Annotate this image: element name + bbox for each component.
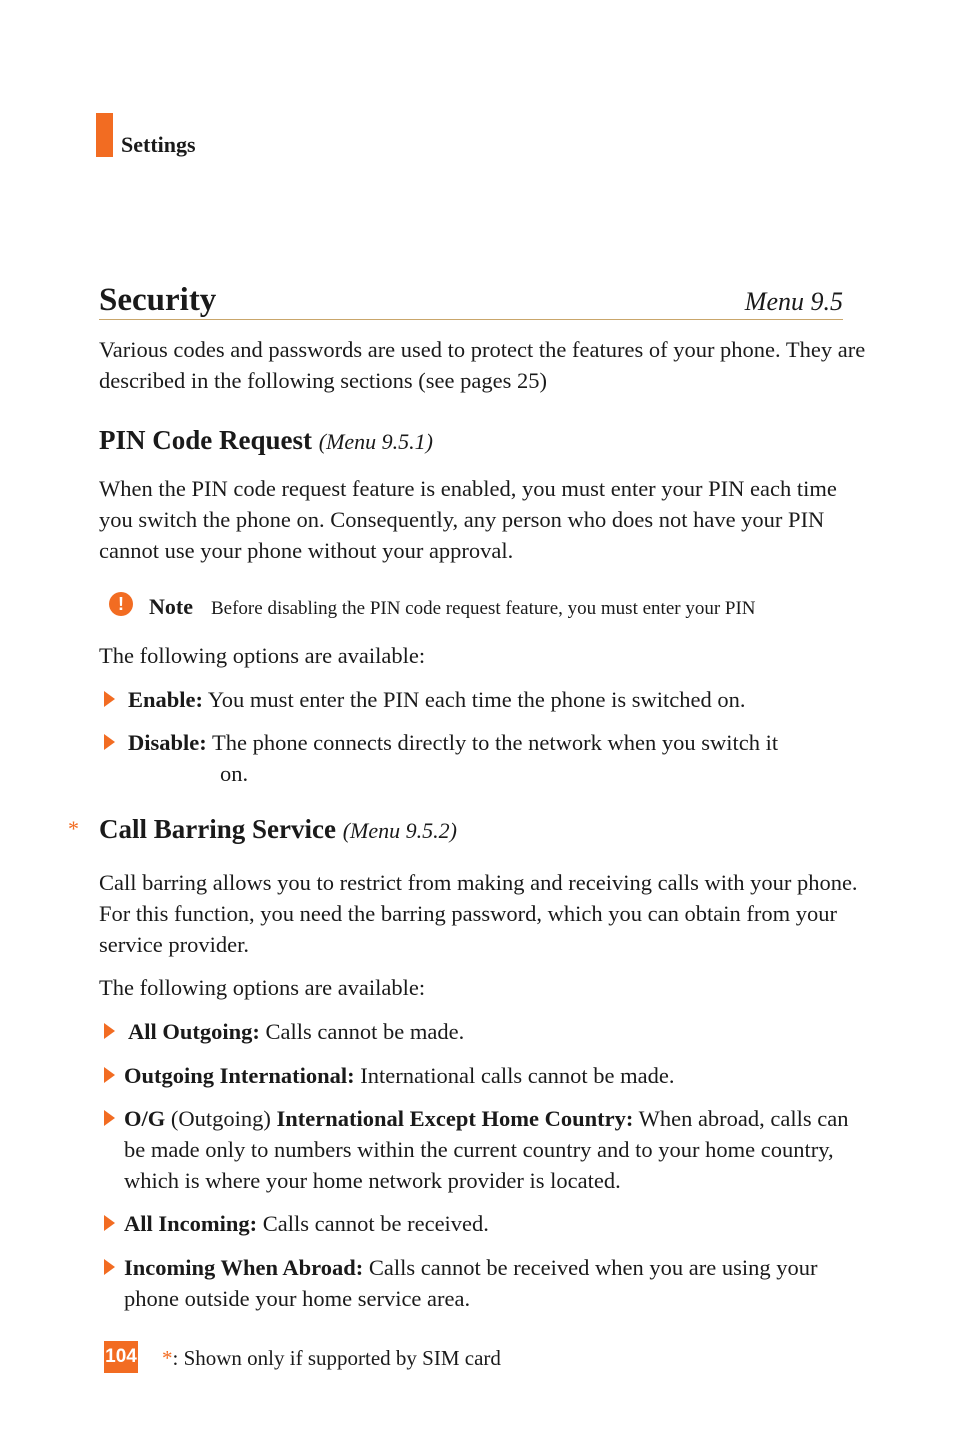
arrow-bullet-icon — [104, 734, 115, 750]
footnote-text: : Shown only if supported by SIM card — [172, 1346, 501, 1370]
arrow-bullet-icon — [104, 1259, 115, 1275]
option-text: The phone connects directly to the network when you switch it — [211, 730, 779, 755]
section-marker — [96, 113, 113, 157]
option-text: Calls cannot be received. — [262, 1211, 489, 1236]
barring-options-intro: The following options are available: — [99, 975, 426, 1000]
option-label: Disable: — [128, 730, 207, 755]
intro-paragraph: Various codes and passwords are used to protect the features of your phone. They are described in the following sections (see pages 25) — [99, 337, 866, 393]
footnote — [162, 1344, 501, 1372]
arrow-bullet-icon — [104, 1110, 115, 1126]
pin-options-intro: The following options are available: — [99, 643, 426, 668]
option-qualifier: (Outgoing) — [170, 1106, 271, 1131]
list-item — [124, 1252, 854, 1314]
option-label: Outgoing International: — [124, 1063, 355, 1088]
note-text: Before disabling the PIN code request feature, you must enter your PIN — [211, 598, 756, 619]
arrow-bullet-icon — [104, 1215, 115, 1231]
title-divider — [99, 319, 843, 320]
option-text: When abroad, calls can be made only to numbers within the current country and to your home country, which is where your home network provider is located. — [124, 1106, 849, 1193]
list-item — [128, 727, 778, 758]
list-item — [124, 1208, 489, 1239]
option-label: All Incoming: — [124, 1211, 258, 1236]
asterisk-icon: * — [68, 816, 79, 841]
arrow-bullet-icon — [104, 1067, 115, 1083]
option-label: Incoming When Abroad: — [124, 1255, 364, 1280]
exclamation-icon: ! — [109, 592, 133, 616]
barring-body: Call barring allows you to restrict from making and receiving calls with your phone. For this function, you need the barring password, which you can obtain from your service provider. — [99, 870, 858, 957]
arrow-bullet-icon — [104, 1023, 115, 1039]
note-label: Note — [149, 594, 193, 619]
list-item — [128, 684, 745, 715]
option-text: You must enter the PIN each time the phone is switched on. — [207, 687, 746, 712]
arrow-bullet-icon — [104, 691, 115, 707]
pin-heading — [99, 424, 433, 458]
section-label: Settings — [121, 132, 196, 157]
pin-heading-text: PIN Code Request — [99, 425, 312, 455]
barring-heading-text: Call Barring Service — [99, 814, 336, 844]
option-text-continued: on. — [220, 761, 249, 786]
option-label: O/G — [124, 1106, 166, 1131]
list-item — [124, 1103, 854, 1196]
option-text: Calls cannot be made. — [265, 1019, 465, 1044]
page-menu-ref: Menu 9.5 — [744, 287, 843, 316]
option-text: Calls cannot be received when you are using your phone outside your home service area. — [124, 1255, 818, 1311]
barring-menu-ref: (Menu 9.5.2) — [342, 818, 457, 843]
pin-menu-ref: (Menu 9.5.1) — [318, 429, 433, 454]
option-label: All Outgoing: — [128, 1019, 260, 1044]
option-text: International calls cannot be made. — [360, 1063, 675, 1088]
page-title: Security — [99, 282, 217, 318]
option-label-secondary: International Except Home Country: — [276, 1106, 634, 1131]
pin-body: When the PIN code request feature is enabled, you must enter your PIN each time you switch the phone on. Consequently, any person who does not have your PIN cannot use your phone without your approval. — [99, 476, 837, 563]
list-item — [124, 1060, 675, 1091]
list-item — [128, 1016, 464, 1047]
option-label: Enable: — [128, 687, 204, 712]
barring-heading — [99, 813, 457, 847]
asterisk-icon: * — [162, 1346, 173, 1370]
page-number: 104 — [104, 1341, 138, 1373]
